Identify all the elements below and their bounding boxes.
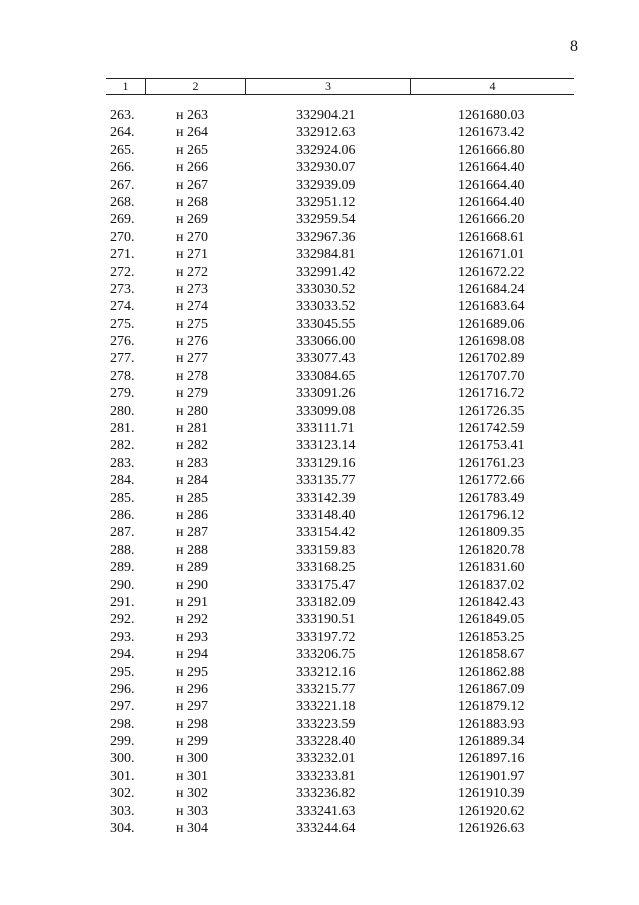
point-label: н 294 bbox=[176, 647, 208, 663]
table-row bbox=[0, 437, 639, 454]
coordinate-y: 1261879.12 bbox=[458, 699, 525, 715]
row-number: 288. bbox=[110, 542, 135, 558]
point-label: н 291 bbox=[176, 594, 208, 610]
coordinate-x: 332930.07 bbox=[296, 160, 356, 176]
point-label: н 303 bbox=[176, 803, 208, 819]
table-row bbox=[0, 716, 639, 733]
row-number: 263. bbox=[110, 108, 135, 123]
table-row bbox=[0, 333, 639, 350]
table-row bbox=[0, 368, 639, 385]
coordinate-x: 332939.09 bbox=[296, 177, 356, 193]
coordinate-y: 1261862.88 bbox=[458, 664, 525, 680]
coordinate-y: 1261680.03 bbox=[458, 108, 525, 123]
table-row bbox=[0, 594, 639, 611]
coordinate-x: 332991.42 bbox=[296, 264, 356, 280]
coordinate-x: 333233.81 bbox=[296, 768, 356, 784]
coordinate-x: 333154.42 bbox=[296, 525, 356, 541]
row-number: 292. bbox=[110, 612, 135, 628]
table-row bbox=[0, 177, 639, 194]
coordinate-x: 333077.43 bbox=[296, 351, 356, 367]
point-label: н 279 bbox=[176, 386, 208, 402]
table-row bbox=[0, 246, 639, 263]
row-number: 285. bbox=[110, 490, 135, 506]
point-label: н 297 bbox=[176, 699, 208, 715]
coordinate-y: 1261796.12 bbox=[458, 507, 525, 523]
table-row bbox=[0, 698, 639, 715]
point-label: н 284 bbox=[176, 473, 208, 489]
table-row bbox=[0, 455, 639, 472]
coordinate-x: 333206.75 bbox=[296, 647, 356, 663]
row-number: 299. bbox=[110, 734, 135, 750]
row-number: 273. bbox=[110, 281, 135, 297]
coordinate-y: 1261889.34 bbox=[458, 734, 525, 750]
page-number: 8 bbox=[570, 38, 578, 55]
point-label: н 280 bbox=[176, 403, 208, 419]
coordinate-y: 1261683.64 bbox=[458, 299, 525, 315]
coordinate-y: 1261672.22 bbox=[458, 264, 525, 280]
table-row bbox=[0, 159, 639, 176]
column-header-1: 1 bbox=[122, 79, 129, 93]
coordinate-x: 332967.36 bbox=[296, 229, 356, 245]
table-row bbox=[0, 142, 639, 159]
coordinate-y: 1261671.01 bbox=[458, 247, 525, 263]
row-number: 300. bbox=[110, 751, 135, 767]
point-label: н 285 bbox=[176, 490, 208, 506]
table-row bbox=[0, 194, 639, 211]
table-row bbox=[0, 785, 639, 802]
coordinate-x: 333129.16 bbox=[296, 455, 356, 471]
table-row bbox=[0, 559, 639, 576]
point-label: н 300 bbox=[176, 751, 208, 767]
row-number: 270. bbox=[110, 229, 135, 245]
coordinate-x: 333159.83 bbox=[296, 542, 356, 558]
coordinate-y: 1261668.61 bbox=[458, 229, 525, 245]
row-number: 283. bbox=[110, 455, 135, 471]
coordinate-y: 1261820.78 bbox=[458, 542, 525, 558]
table-row bbox=[0, 124, 639, 141]
point-label: н 282 bbox=[176, 438, 208, 454]
table-row bbox=[0, 350, 639, 367]
row-number: 284. bbox=[110, 473, 135, 489]
coordinate-x: 333241.63 bbox=[296, 803, 356, 819]
row-number: 264. bbox=[110, 125, 135, 141]
coordinate-y: 1261753.41 bbox=[458, 438, 525, 454]
table-row bbox=[0, 629, 639, 646]
coordinate-y: 1261702.89 bbox=[458, 351, 525, 367]
coordinate-x: 333030.52 bbox=[296, 281, 356, 297]
row-number: 277. bbox=[110, 351, 135, 367]
coordinate-y: 1261926.63 bbox=[458, 821, 525, 837]
coordinate-x: 333066.00 bbox=[296, 334, 356, 350]
point-label: н 283 bbox=[176, 455, 208, 471]
coordinate-y: 1261853.25 bbox=[458, 629, 525, 645]
row-number: 294. bbox=[110, 647, 135, 663]
coordinate-y: 1261831.60 bbox=[458, 560, 525, 576]
coordinate-y: 1261883.93 bbox=[458, 716, 525, 732]
row-number: 293. bbox=[110, 629, 135, 645]
coordinate-x: 333033.52 bbox=[296, 299, 356, 315]
coordinate-x: 332904.21 bbox=[296, 108, 356, 123]
point-label: н 268 bbox=[176, 194, 208, 210]
point-label: н 263 bbox=[176, 108, 208, 123]
coordinate-y: 1261716.72 bbox=[458, 386, 525, 402]
coordinate-y: 1261783.49 bbox=[458, 490, 525, 506]
coordinate-y: 1261901.97 bbox=[458, 768, 525, 784]
point-label: н 275 bbox=[176, 316, 208, 332]
coordinate-x: 333182.09 bbox=[296, 594, 356, 610]
coordinate-y: 1261742.59 bbox=[458, 421, 525, 437]
row-number: 287. bbox=[110, 525, 135, 541]
point-label: н 287 bbox=[176, 525, 208, 541]
coordinate-x: 333099.08 bbox=[296, 403, 356, 419]
point-label: н 301 bbox=[176, 768, 208, 784]
coordinate-x: 333123.14 bbox=[296, 438, 356, 454]
row-number: 302. bbox=[110, 786, 135, 802]
table-row bbox=[0, 229, 639, 246]
column-header-2: 2 bbox=[145, 79, 245, 94]
table-row bbox=[0, 490, 639, 507]
table-row bbox=[0, 733, 639, 750]
point-label: н 272 bbox=[176, 264, 208, 280]
point-label: н 298 bbox=[176, 716, 208, 732]
point-label: н 278 bbox=[176, 368, 208, 384]
coordinate-y: 1261910.39 bbox=[458, 786, 525, 802]
coordinate-x: 333232.01 bbox=[296, 751, 356, 767]
table-row bbox=[0, 264, 639, 281]
coordinate-x: 333236.82 bbox=[296, 786, 356, 802]
coordinate-x: 332959.54 bbox=[296, 212, 356, 228]
coordinate-y: 1261707.70 bbox=[458, 368, 525, 384]
row-number: 303. bbox=[110, 803, 135, 819]
coordinate-x: 333091.26 bbox=[296, 386, 356, 402]
row-number: 282. bbox=[110, 438, 135, 454]
row-number: 286. bbox=[110, 507, 135, 523]
row-number: 280. bbox=[110, 403, 135, 419]
point-label: н 290 bbox=[176, 577, 208, 593]
point-label: н 286 bbox=[176, 507, 208, 523]
table-row bbox=[0, 507, 639, 524]
point-label: н 299 bbox=[176, 734, 208, 750]
row-number: 269. bbox=[110, 212, 135, 228]
point-label: н 292 bbox=[176, 612, 208, 628]
point-label: н 269 bbox=[176, 212, 208, 228]
table-header bbox=[106, 78, 574, 95]
row-number: 276. bbox=[110, 334, 135, 350]
table-row bbox=[0, 316, 639, 333]
coordinate-y: 1261837.02 bbox=[458, 577, 525, 593]
coordinate-x: 332951.12 bbox=[296, 194, 356, 210]
row-number: 301. bbox=[110, 768, 135, 784]
coordinate-x: 333228.40 bbox=[296, 734, 356, 750]
coordinate-y: 1261772.66 bbox=[458, 473, 525, 489]
column-header-4: 4 bbox=[410, 79, 574, 94]
coordinate-y: 1261664.40 bbox=[458, 194, 525, 210]
coordinate-y: 1261849.05 bbox=[458, 612, 525, 628]
point-label: н 302 bbox=[176, 786, 208, 802]
coordinate-x: 333244.64 bbox=[296, 821, 356, 837]
coordinate-y: 1261809.35 bbox=[458, 525, 525, 541]
row-number: 271. bbox=[110, 247, 135, 263]
point-label: н 281 bbox=[176, 421, 208, 437]
coordinate-table-body bbox=[0, 107, 639, 837]
row-number: 304. bbox=[110, 821, 135, 837]
coordinate-y: 1261867.09 bbox=[458, 681, 525, 697]
coordinate-y: 1261666.80 bbox=[458, 142, 525, 158]
coordinate-y: 1261858.67 bbox=[458, 647, 525, 663]
row-number: 275. bbox=[110, 316, 135, 332]
table-row bbox=[0, 472, 639, 489]
table-row bbox=[0, 385, 639, 402]
coordinate-x: 332984.81 bbox=[296, 247, 356, 263]
point-label: н 288 bbox=[176, 542, 208, 558]
point-label: н 277 bbox=[176, 351, 208, 367]
table-row bbox=[0, 281, 639, 298]
coordinate-x: 333215.77 bbox=[296, 681, 356, 697]
row-number: 279. bbox=[110, 386, 135, 402]
row-number: 281. bbox=[110, 421, 135, 437]
point-label: н 296 bbox=[176, 681, 208, 697]
row-number: 289. bbox=[110, 560, 135, 576]
coordinate-y: 1261698.08 bbox=[458, 334, 525, 350]
point-label: н 274 bbox=[176, 299, 208, 315]
row-number: 298. bbox=[110, 716, 135, 732]
coordinate-y: 1261761.23 bbox=[458, 455, 525, 471]
coordinate-y: 1261664.40 bbox=[458, 177, 525, 193]
coordinate-x: 333084.65 bbox=[296, 368, 356, 384]
table-row bbox=[0, 803, 639, 820]
column-header-3: 3 bbox=[245, 79, 410, 94]
table-row bbox=[0, 403, 639, 420]
coordinate-x: 332912.63 bbox=[296, 125, 356, 141]
coordinate-y: 1261689.06 bbox=[458, 316, 525, 332]
coordinate-x: 333142.39 bbox=[296, 490, 356, 506]
coordinate-y: 1261664.40 bbox=[458, 160, 525, 176]
row-number: 290. bbox=[110, 577, 135, 593]
point-label: н 273 bbox=[176, 281, 208, 297]
coordinate-x: 333197.72 bbox=[296, 629, 356, 645]
coordinate-x: 333175.47 bbox=[296, 577, 356, 593]
coordinate-x: 333135.77 bbox=[296, 473, 356, 489]
coordinate-y: 1261897.16 bbox=[458, 751, 525, 767]
row-number: 291. bbox=[110, 594, 135, 610]
row-number: 278. bbox=[110, 368, 135, 384]
table-row bbox=[0, 107, 639, 124]
coordinate-x: 333223.59 bbox=[296, 716, 356, 732]
coordinate-x: 332924.06 bbox=[296, 142, 356, 158]
coordinate-y: 1261684.24 bbox=[458, 281, 525, 297]
coordinate-x: 333148.40 bbox=[296, 507, 356, 523]
row-number: 296. bbox=[110, 681, 135, 697]
point-label: н 304 bbox=[176, 821, 208, 837]
table-row bbox=[0, 577, 639, 594]
point-label: н 271 bbox=[176, 247, 208, 263]
table-row bbox=[0, 664, 639, 681]
coordinate-y: 1261726.35 bbox=[458, 403, 525, 419]
point-label: н 266 bbox=[176, 160, 208, 176]
table-row bbox=[0, 820, 639, 837]
coordinate-x: 333190.51 bbox=[296, 612, 356, 628]
coordinate-y: 1261842.43 bbox=[458, 594, 525, 610]
row-number: 295. bbox=[110, 664, 135, 680]
coordinate-x: 333045.55 bbox=[296, 316, 356, 332]
coordinate-x: 333111.71 bbox=[296, 421, 355, 437]
table-row bbox=[0, 298, 639, 315]
coordinate-x: 333168.25 bbox=[296, 560, 356, 576]
coordinate-x: 333212.16 bbox=[296, 664, 356, 680]
point-label: н 289 bbox=[176, 560, 208, 576]
row-number: 274. bbox=[110, 299, 135, 315]
table-row bbox=[0, 646, 639, 663]
table-row bbox=[0, 211, 639, 228]
table-row bbox=[0, 768, 639, 785]
row-number: 265. bbox=[110, 142, 135, 158]
point-label: н 264 bbox=[176, 125, 208, 141]
coordinate-x: 333221.18 bbox=[296, 699, 356, 715]
point-label: н 276 bbox=[176, 334, 208, 350]
table-row bbox=[0, 524, 639, 541]
coordinate-y: 1261920.62 bbox=[458, 803, 525, 819]
table-row bbox=[0, 542, 639, 559]
point-label: н 270 bbox=[176, 229, 208, 245]
row-number: 267. bbox=[110, 177, 135, 193]
table-row bbox=[0, 611, 639, 628]
row-number: 297. bbox=[110, 699, 135, 715]
row-number: 266. bbox=[110, 160, 135, 176]
table-row bbox=[0, 750, 639, 767]
point-label: н 295 bbox=[176, 664, 208, 680]
point-label: н 293 bbox=[176, 629, 208, 645]
point-label: н 267 bbox=[176, 177, 208, 193]
row-number: 268. bbox=[110, 194, 135, 210]
row-number: 272. bbox=[110, 264, 135, 280]
coordinate-y: 1261673.42 bbox=[458, 125, 525, 141]
coordinate-y: 1261666.20 bbox=[458, 212, 525, 228]
table-row bbox=[0, 420, 639, 437]
table-row bbox=[0, 681, 639, 698]
point-label: н 265 bbox=[176, 142, 208, 158]
